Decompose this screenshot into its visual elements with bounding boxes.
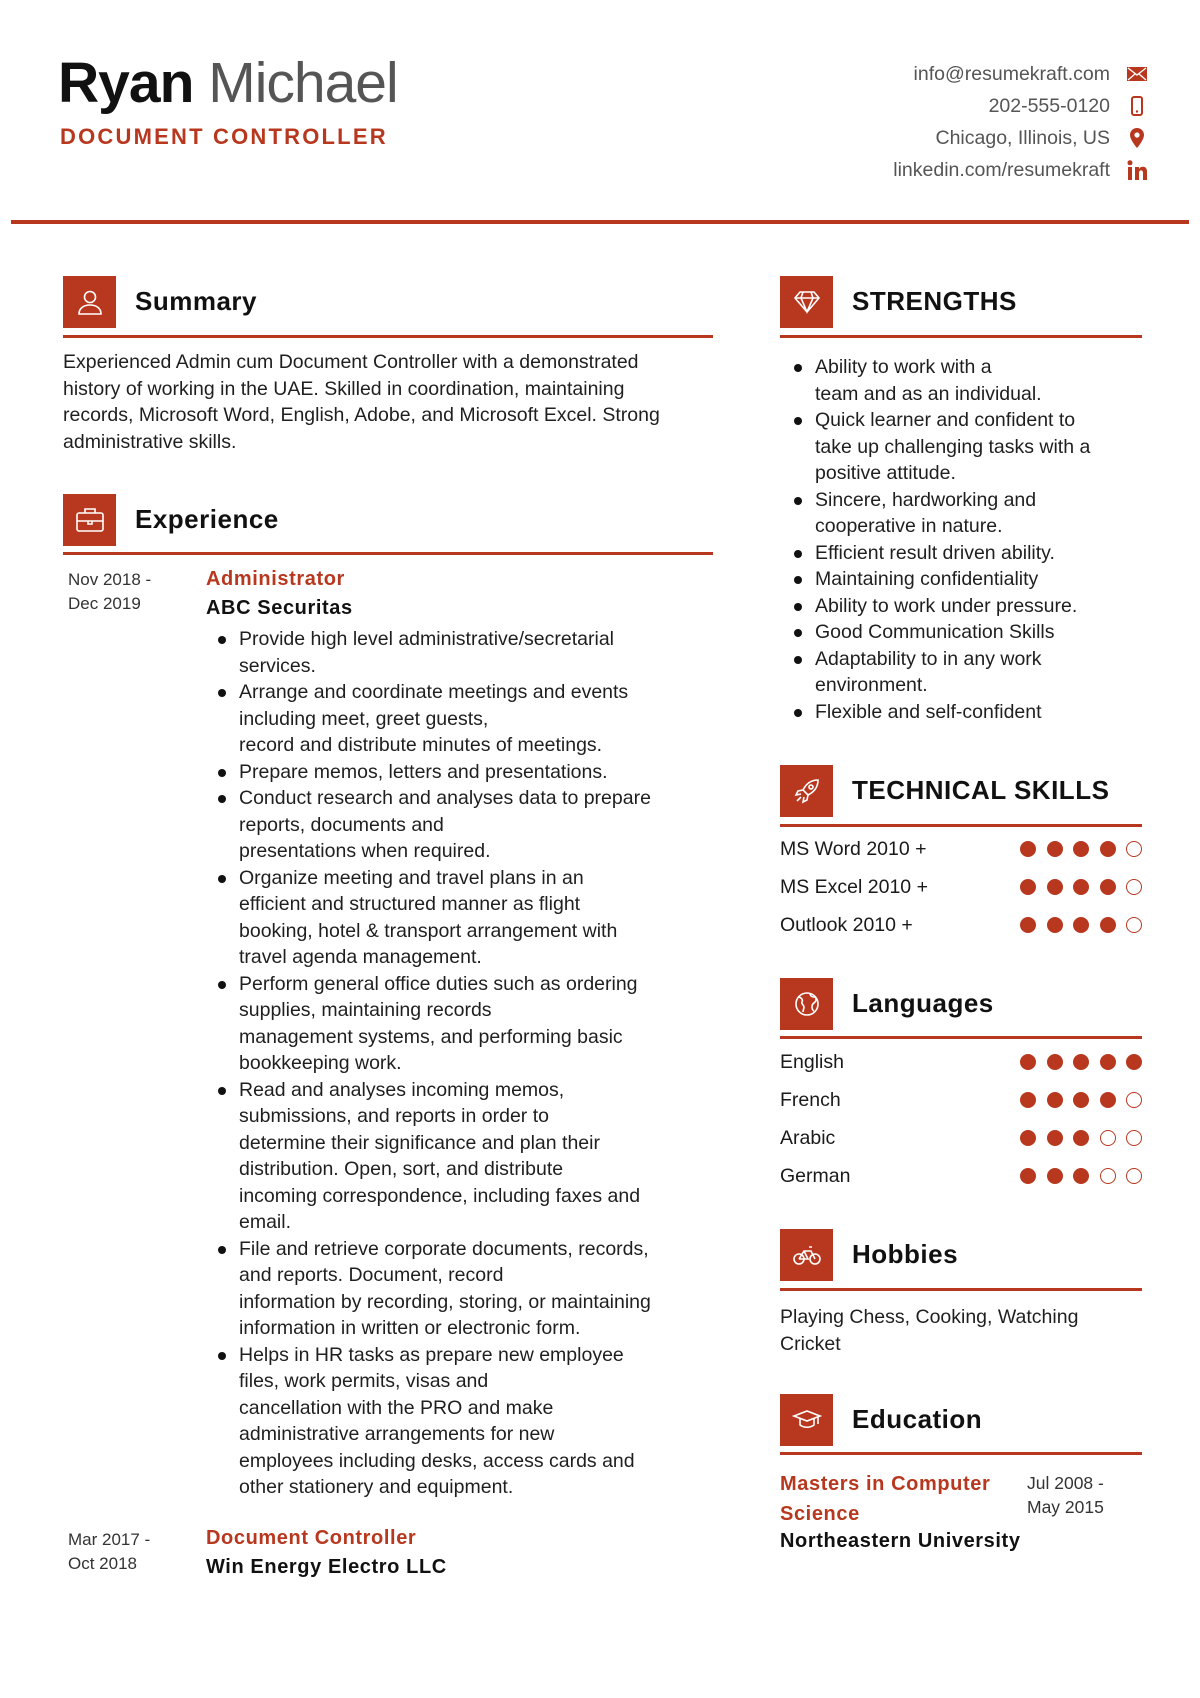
job-entry <box>206 568 726 1501</box>
list-item: Perform general office duties such as ordering supplies, maintaining records management systems, and performing basic bookkeeping work. <box>218 971 726 1077</box>
rating-dots <box>1020 1130 1142 1146</box>
education-heading: Education <box>852 1404 983 1434</box>
rating-dot-filled <box>1100 1054 1116 1070</box>
list-item: Flexible and self-confident <box>794 699 1142 726</box>
job-entry <box>206 1527 726 1579</box>
list-item: File and retrieve corporate documents, records, and reports. Document, record information by recording, storing, or maintaining information in written or electronic form. <box>218 1236 726 1342</box>
rocket-icon <box>780 765 833 817</box>
summary-heading: Summary <box>135 286 257 316</box>
section-divider <box>780 1288 1142 1291</box>
diamond-icon <box>780 276 833 328</box>
rating-dot-filled <box>1047 841 1063 857</box>
rating-dot-empty <box>1126 1092 1142 1108</box>
list-item: Ability to work with a team and as an individual. <box>794 354 1142 407</box>
education-school: Northeastern University <box>780 1530 1021 1552</box>
strengths-list <box>794 354 1142 725</box>
rating-dot-empty <box>1126 879 1142 895</box>
rating-dot-empty <box>1126 1130 1142 1146</box>
rating-dot-filled <box>1047 917 1063 933</box>
job-date: Nov 2018 - Dec 2019 <box>68 570 152 613</box>
rating-dot-filled <box>1100 917 1116 933</box>
rating-dot-filled <box>1073 1092 1089 1108</box>
location-pin-icon <box>1126 126 1148 150</box>
rating-dot-empty <box>1126 917 1142 933</box>
rating-dot-empty <box>1126 841 1142 857</box>
languages-heading: Languages <box>852 988 994 1018</box>
header-divider <box>11 220 1189 224</box>
skill-row <box>780 1125 1142 1151</box>
list-item: Maintaining confidentiality <box>794 566 1142 593</box>
list-item: Efficient result driven ability. <box>794 540 1142 567</box>
job-company: Win Energy Electro LLC <box>206 1556 447 1578</box>
rating-dot-filled <box>1047 1054 1063 1070</box>
contact-phone: 202-555-0120 <box>988 95 1110 117</box>
job-bullets <box>218 626 726 1501</box>
skill-row <box>780 1049 1142 1075</box>
linkedin-icon[interactable] <box>1126 158 1148 182</box>
rating-dot-filled <box>1073 1130 1089 1146</box>
experience-heading: Experience <box>135 504 279 534</box>
skill-row <box>780 836 1142 862</box>
rating-dots <box>1020 1054 1142 1070</box>
job-position: Administrator <box>206 568 345 590</box>
technical-skills-heading: TECHNICAL SKILLS <box>852 775 1110 805</box>
section-divider <box>780 1036 1142 1039</box>
skill-name: MS Excel 2010 + <box>780 876 928 898</box>
envelope-icon <box>1126 62 1148 86</box>
rating-dot-filled <box>1073 841 1089 857</box>
first-name: Ryan <box>58 51 194 115</box>
contact-location: Chicago, Illinois, US <box>935 127 1110 149</box>
rating-dot-filled <box>1020 1168 1036 1184</box>
rating-dot-filled <box>1073 879 1089 895</box>
rating-dot-filled <box>1073 917 1089 933</box>
rating-dot-filled <box>1020 879 1036 895</box>
rating-dot-filled <box>1100 1092 1116 1108</box>
list-item: Helps in HR tasks as prepare new employee files, work permits, visas and cancellation with the PRO and make administrative arrangements for new employees including desks, access cards and other stationery and equipment. <box>218 1342 726 1501</box>
education-degree: Masters in Computer Science <box>780 1473 991 1525</box>
strengths-heading: STRENGTHS <box>852 286 1017 316</box>
list-item: Sincere, hardworking and cooperative in nature. <box>794 487 1142 540</box>
education-date: Jul 2008 - May 2015 <box>1027 1473 1104 1517</box>
rating-dot-empty <box>1100 1130 1116 1146</box>
rating-dot-filled <box>1020 1130 1036 1146</box>
skill-name: German <box>780 1165 851 1187</box>
skill-row <box>780 912 1142 938</box>
phone-icon <box>1126 94 1148 118</box>
list-item: Conduct research and analyses data to prepare reports, documents and presentations when required. <box>218 785 726 865</box>
section-divider <box>780 824 1142 827</box>
job-company: ABC Securitas <box>206 597 353 619</box>
rating-dot-filled <box>1047 1168 1063 1184</box>
skill-name: English <box>780 1051 844 1073</box>
hobbies-heading: Hobbies <box>852 1239 959 1269</box>
list-item: Good Communication Skills <box>794 619 1142 646</box>
skill-row <box>780 1163 1142 1189</box>
contact-linkedin[interactable]: linkedin.com/resumekraft <box>893 159 1110 181</box>
rating-dot-filled <box>1020 917 1036 933</box>
job-position: Document Controller <box>206 1527 417 1549</box>
list-item: Quick learner and confident to take up challenging tasks with a positive attitude. <box>794 407 1142 487</box>
list-item: Adaptability to in any work environment. <box>794 646 1142 699</box>
user-icon <box>63 276 116 328</box>
list-item: Organize meeting and travel plans in an efficient and structured manner as flight booking, hotel & transport arrangement with travel agenda management. <box>218 865 726 971</box>
list-item: Read and analyses incoming memos, submissions, and reports in order to determine their significance and plan their distribution. Open, sort, and distribute incoming correspondence, including faxes and email. <box>218 1077 726 1236</box>
list-item: Prepare memos, letters and presentations. <box>218 759 726 786</box>
rating-dots <box>1020 841 1142 857</box>
education-section <box>780 1394 1142 1553</box>
rating-dots <box>1020 1168 1142 1184</box>
rating-dot-filled <box>1100 841 1116 857</box>
section-divider <box>780 1452 1142 1455</box>
rating-dot-empty <box>1126 1168 1142 1184</box>
languages-section <box>780 978 1142 1039</box>
rating-dot-filled <box>1047 1092 1063 1108</box>
section-divider <box>63 335 713 338</box>
rating-dot-filled <box>1073 1054 1089 1070</box>
section-divider <box>63 552 713 555</box>
rating-dots <box>1020 879 1142 895</box>
summary-section <box>63 276 713 455</box>
rating-dot-filled <box>1047 879 1063 895</box>
list-item: Provide high level administrative/secretarial services. <box>218 626 726 679</box>
skill-row <box>780 1087 1142 1113</box>
list-item: Ability to work under pressure. <box>794 593 1142 620</box>
graduation-cap-icon <box>780 1394 833 1446</box>
hobbies-text: Playing Chess, Cooking, Watching Cricket <box>780 1306 1079 1355</box>
skill-row <box>780 874 1142 900</box>
skill-name: French <box>780 1089 841 1111</box>
skill-name: MS Word 2010 + <box>780 838 927 860</box>
strengths-section <box>780 276 1142 725</box>
rating-dot-empty <box>1100 1168 1116 1184</box>
hobbies-section <box>780 1229 1142 1357</box>
rating-dot-filled <box>1047 1130 1063 1146</box>
job-title: DOCUMENT CONTROLLER <box>60 124 388 149</box>
bicycle-icon <box>780 1229 833 1281</box>
skill-name: Outlook 2010 + <box>780 914 913 936</box>
rating-dots <box>1020 917 1142 933</box>
rating-dots <box>1020 1092 1142 1108</box>
rating-dot-filled <box>1073 1168 1089 1184</box>
rating-dot-filled <box>1020 841 1036 857</box>
summary-text: Experienced Admin cum Document Controller with a demonstrated history of working in the UAE. Skilled in coordination, maintaining records, Microsoft Word, English, Adobe, and Microsoft Excel. Strong administrative skills. <box>63 351 660 453</box>
rating-dot-filled <box>1100 879 1116 895</box>
briefcase-icon <box>63 494 116 546</box>
list-item: Arrange and coordinate meetings and events including meet, greet guests, record and distribute minutes of meetings. <box>218 679 726 759</box>
skill-name: Arabic <box>780 1127 836 1149</box>
rating-dot-filled <box>1020 1054 1036 1070</box>
contact-email[interactable]: info@resumekraft.com <box>913 63 1110 85</box>
section-divider <box>780 335 1142 338</box>
experience-section <box>63 494 713 555</box>
candidate-name <box>58 52 398 115</box>
last-name: Michael <box>208 51 398 115</box>
technical-skills-section <box>780 765 1142 827</box>
rating-dot-filled <box>1126 1054 1142 1070</box>
rating-dot-filled <box>1020 1092 1036 1108</box>
job-date: Mar 2017 - Oct 2018 <box>68 1530 151 1573</box>
globe-icon <box>780 978 833 1030</box>
